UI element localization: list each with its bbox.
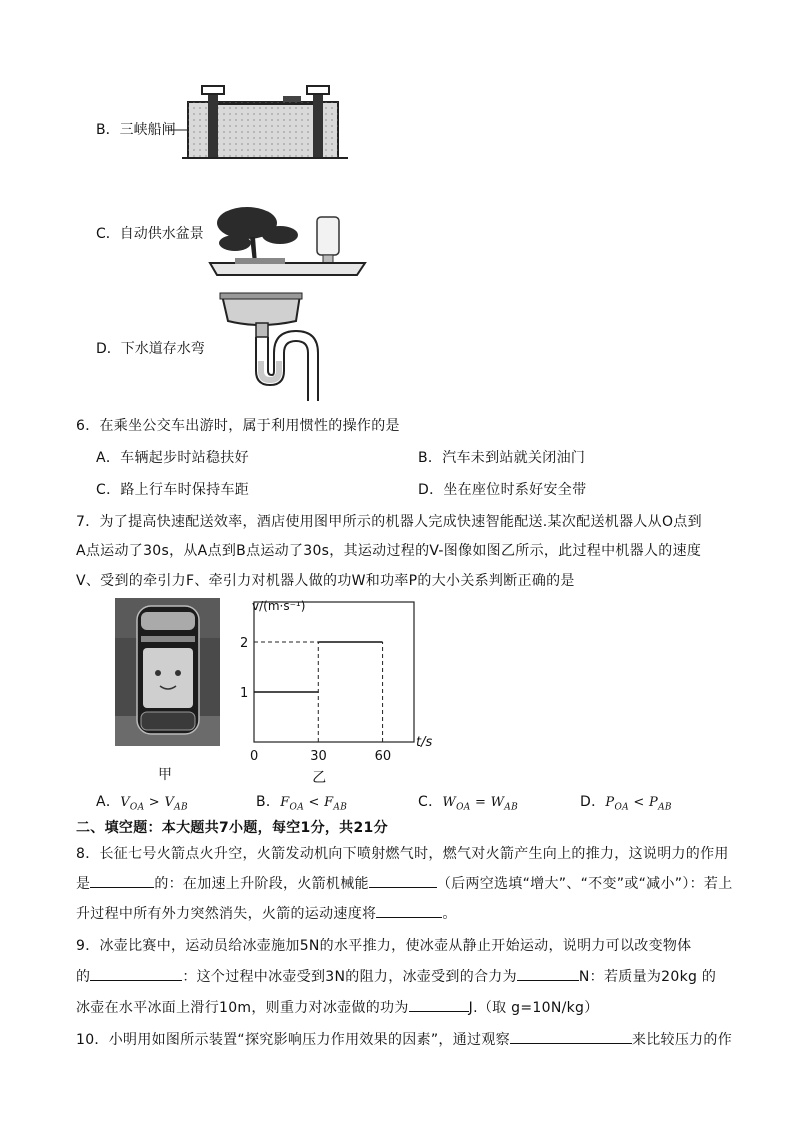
q6-stem: 6．在乘坐公交车出游时，属于利用惯性的操作的是 xyxy=(76,418,400,434)
q6-option-b: B．汽车未到站就关闭油门 xyxy=(418,450,586,466)
vt-graph xyxy=(226,596,433,786)
q7-line2: A点运动了30s，从A点到B点运动了30s，其运动过程的V-图像如图乙所示，此过程中机器人的速度 xyxy=(76,543,702,559)
q7-option-b-rhs: $F_{AB}$ xyxy=(324,795,348,813)
q8-line1: 8．长征七号火箭点火升空，火箭发动机向下喷射燃气时，燃气对火箭产生向上的推力，这说明力的作用 xyxy=(76,846,729,862)
q7-option-a-prefix: A． xyxy=(96,794,121,810)
q7-option-d-lhs: $P_{OA}$ xyxy=(605,795,629,813)
figure-jia-caption: 甲 xyxy=(158,767,172,783)
q7-option-a-rhs: $V_{AB}$ xyxy=(164,795,188,813)
q6-option-d: D．坐在座位时系好安全带 xyxy=(418,482,587,498)
q10-blank-1[interactable] xyxy=(510,1029,632,1044)
ship-lock-figure xyxy=(168,82,353,162)
q8-blank-1[interactable] xyxy=(90,873,154,888)
robot-image xyxy=(115,598,220,746)
q7-line3: V、受到的牵引力F、牵引力对机器人做的功W和功率P的大小关系判断正确的是 xyxy=(76,573,575,589)
q7-option-b xyxy=(256,791,347,813)
figure-yi-caption: 乙 xyxy=(312,770,327,786)
q9-line2: 的 ：这个过程中冰壶受到3N的阻力，冰壶受到的合力为 N：若质量为20kg 的 xyxy=(76,966,716,986)
q7-option-c-lhs: $W_{OA}$ xyxy=(442,795,471,813)
q7-option-b-op: < xyxy=(304,795,325,810)
q9-blank-2[interactable] xyxy=(517,966,579,981)
x-axis-label: t/s xyxy=(416,735,433,750)
q6-option-a: A．车辆起步时站稳扶好 xyxy=(96,450,249,466)
q7-option-a-op: > xyxy=(144,795,165,810)
q5-option-b: B．三峡船闸 xyxy=(96,122,176,138)
q9-blank-1[interactable] xyxy=(90,966,182,981)
q6-option-c: C．路上行车时保持车距 xyxy=(96,482,250,498)
y-tick-label: 1 xyxy=(240,686,249,701)
q8-line2: 是 的：在加速上升阶段，火箭机械能 （后两空选填“增大”、“不变”或“减小”）：若上 xyxy=(76,873,733,893)
plot-frame xyxy=(254,602,414,742)
q7-option-c-rhs: $W_{AB}$ xyxy=(490,795,518,813)
q9-line3: 冰壶在水平冰面上滑行10m，则重力对冰壶做的功为 J.（取 g=10N/kg） xyxy=(76,997,599,1017)
x-tick-label: 60 xyxy=(374,749,392,764)
q7-option-d-op: < xyxy=(628,795,649,810)
drain-trap-figure xyxy=(220,291,325,403)
q8-blank-2[interactable] xyxy=(369,873,437,888)
q8-line3: 升过程中所有外力突然消失，火箭的运动速度将 。 xyxy=(76,903,457,923)
q7-option-a-lhs: $V_{OA}$ xyxy=(120,795,145,813)
q5-option-c: C．自动供水盆景 xyxy=(96,226,204,242)
q8-blank-3[interactable] xyxy=(376,903,442,918)
q9-blank-3[interactable] xyxy=(409,997,469,1012)
q7-option-c-op: = xyxy=(470,795,491,810)
robot-photo xyxy=(115,598,220,746)
y-tick-label: 2 xyxy=(240,636,249,651)
bonsai-figure xyxy=(205,195,370,280)
q7-option-c xyxy=(418,791,518,813)
q7-option-b-lhs: $F_{OA}$ xyxy=(280,795,305,813)
x-tick-label: 30 xyxy=(310,749,327,764)
q7-option-c-prefix: C． xyxy=(418,794,443,810)
q7-option-d-prefix: D． xyxy=(580,794,606,810)
y-axis-label: v/(m·s⁻¹) xyxy=(252,599,306,613)
q9-line1: 9．冰壶比赛中，运动员给冰壶施加5N的水平推力，使冰壶从静止开始运动，说明力可以改变物体 xyxy=(76,938,692,954)
q7-line1: 7．为了提高快速配送效率，酒店使用图甲所示的机器人完成快速智能配送.某次配送机器人从O点到 xyxy=(76,514,702,530)
q7-option-b-prefix: B． xyxy=(256,794,281,810)
q7-option-d-rhs: $P_{AB}$ xyxy=(649,795,672,813)
q10-line1: 10．小明用如图所示装置“探究影响压力作用效果的因素”，通过观察 来比较压力的作 xyxy=(76,1029,732,1049)
q5-option-d: D．下水道存水弯 xyxy=(96,341,205,357)
q7-option-d xyxy=(580,791,672,813)
q7-option-a xyxy=(96,791,188,813)
section2-title: 二、填空题：本大题共7小题，每空1分，共21分 xyxy=(76,820,388,836)
x-tick-label: 0 xyxy=(250,749,259,764)
